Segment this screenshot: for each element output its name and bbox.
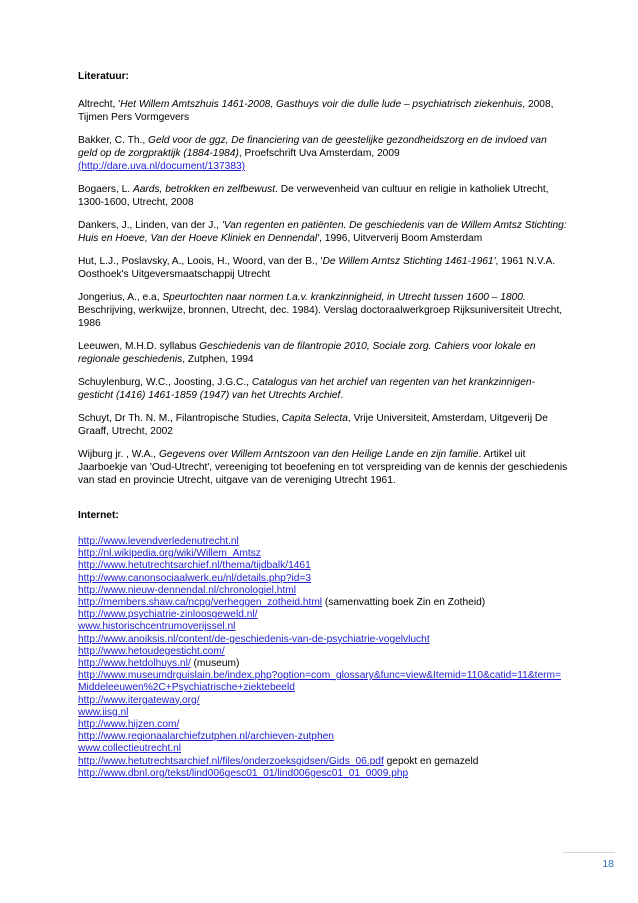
link-item [78, 597, 568, 609]
reference-title: Geld voor de ggz, De financiering van de geestelijke gezondheidszorg en de invloed van geld op de zorgpraktijk (1884-1984) [78, 135, 547, 159]
link-item [78, 743, 568, 755]
reference-text: , 2008, Tijmen Pers Vormgevers [78, 99, 554, 123]
reference-text: Altrecht, ' [78, 99, 121, 110]
web-link[interactable]: http://www.itergateway.org/ [78, 694, 200, 706]
web-link[interactable]: http://www.canonsociaalwerk.eu/nl/details.php?id=3 [78, 572, 312, 584]
reference-text: . Artikel uit Jaarboekje van 'Oud-Utrecht', vereeniging tot beoefening en tot verspreiding van de kennis der geschiedenis van stad en provincie Utrecht, uitgave van de vereniging Utrecht 1961. [78, 449, 568, 486]
reference-entry [78, 291, 568, 330]
reference-link[interactable]: (http://dare.uva.nl/document/137383) [78, 161, 246, 172]
web-link[interactable]: www.collectieutrecht.nl [78, 743, 182, 755]
reference-text: Schuyt, Dr Th. N. M., Filantropische Studies, [78, 413, 282, 424]
reference-text: Dankers, J., Linden, van der J., [78, 220, 222, 231]
reference-title: Aards, betrokken en zelfbewust [132, 184, 276, 195]
web-link[interactable]: http://www.museumdrguislain.be/index.php?option=com_glossary&func=view&Itemid=110&catid=11&term=Middeleeuwen%2C+Psychiatrische+ziektebeeld [78, 670, 561, 694]
reference-text: , Proefschrift Uva Amsterdam, 2009 [238, 148, 400, 159]
reference-list [78, 98, 568, 487]
reference-text: Wijburg jr. , W.A., [78, 449, 159, 460]
web-link[interactable]: http://www.regionaalarchiefzutphen.nl/archieven-zutphen [78, 731, 334, 743]
link-item [78, 719, 568, 731]
reference-text: . [340, 390, 344, 401]
link-item [78, 585, 568, 597]
reference-text: Schuylenburg, W.C., Joosting, J.G.C., [78, 377, 252, 388]
link-item [78, 573, 568, 585]
reference-text: . De verwevenheid van cultuur en religie in katholiek Utrecht, 1300-1600, Utrecht, 2008 [78, 184, 549, 208]
web-link[interactable]: http://www.hetutrechtsarchief.nl/thema/tijdbalk/1461 [78, 560, 311, 572]
link-item [78, 621, 568, 633]
reference-title: Het Willem Amtszhuis 1461-2008, Gasthuys voir die dulle lude – psychiatrisch ziekenhuis [120, 99, 523, 110]
link-item [78, 548, 568, 560]
reference-text: Leeuwen, M.H.D. syllabus [78, 341, 200, 352]
reference-title: 'Van regenten en patiënten. De geschiedenis van de Willem Amtsz Stichting: Huis en Hoeve, Van der Hoeve Kliniek en Dennendal' [78, 220, 567, 244]
web-link[interactable]: http://www.hijzen.com/ [78, 719, 180, 731]
reference-text: , 1996, Uitververij Boom Amsterdam [319, 233, 483, 244]
web-link[interactable]: http://www.psychiatrie-zinloosgeweld.nl/ [78, 609, 258, 621]
reference-title: Gegevens over Willem Arntszoon van den Heilige Lande en zijn familie [158, 449, 479, 460]
reference-text: Hut, L.J., Poslavsky, A., Loois, H., Woord, van der B., ' [78, 256, 323, 267]
reference-text: Bogaers, L. [78, 184, 133, 195]
web-link[interactable]: http://www.levendverledenutrecht.nl [78, 536, 239, 547]
link-item [78, 695, 568, 707]
reference-entry [78, 255, 568, 281]
reference-entry [78, 412, 568, 438]
web-link[interactable]: http://www.anoiksis.nl/content/de-geschiedenis-van-de-psychiatrie-vogelvlucht [78, 633, 430, 645]
link-note: (samenvatting boek Zin en Zotheid) [322, 597, 486, 609]
reference-title: De Willem Arntsz Stichting 1461-1961' [322, 256, 496, 267]
reference-text: , Vrije Universiteit, Amsterdam, Uitgeverij De Graaff, Utrecht, 2002 [78, 413, 548, 437]
link-note: gepokt en gemazeld [383, 755, 479, 767]
link-list [78, 536, 568, 780]
reference-title: Catalogus van het archief van regenten van het krankzinnigen-gesticht (1416) 1461-1859 (1947) van het Utrechts Archief [78, 377, 535, 401]
link-item [78, 731, 568, 743]
web-link[interactable]: http://www.dbnl.org/tekst/lind006gesc01_01/lind006gesc01_01_0009.php [78, 767, 409, 779]
link-item [78, 560, 568, 572]
web-link[interactable]: http://www.hetoudegesticht.com/ [78, 645, 225, 657]
reference-text: Bakker, C. Th., [78, 135, 149, 146]
literature-heading: Literatuur: [78, 71, 129, 82]
link-item [78, 707, 568, 719]
web-link[interactable]: http://www.nieuw-dennendal.nl/chronologiel.html [78, 584, 297, 596]
link-item [78, 634, 568, 646]
link-item [78, 609, 568, 621]
reference-entry [78, 376, 568, 402]
reference-entry [78, 219, 568, 245]
page-number: 18 [602, 858, 614, 870]
reference-entry [78, 448, 568, 487]
footer-rule [563, 852, 615, 853]
reference-entry [78, 134, 568, 173]
link-note: (museum) [190, 658, 240, 670]
link-item [78, 756, 568, 768]
link-item [78, 536, 568, 548]
web-link[interactable]: www.iisg.nl [78, 706, 129, 718]
reference-text: , 1961 N.V.A. Oosthoek's Uitgeversmaatschappij Utrecht [78, 256, 556, 280]
content-area [78, 70, 568, 780]
reference-entry [78, 98, 568, 124]
reference-title: Geschiedenis van de filantropie 2010, Sociale zorg. Cahiers voor lokale en regionale geschiedenis [78, 341, 536, 365]
reference-title: Speurtochten naar normen t.a.v. krankzinnigheid, in Utrecht tussen 1600 – 1800. [162, 292, 526, 303]
web-link[interactable]: http://members.shaw.ca/ncpg/verheggen_zotheid.html [78, 597, 323, 609]
link-item [78, 670, 568, 694]
reference-entry [78, 340, 568, 366]
web-link[interactable]: http://www.hetutrechtsarchief.nl/files/onderzoeksgidsen/Gids_06.pdf [78, 755, 384, 767]
internet-heading: Internet: [78, 510, 119, 521]
web-link[interactable]: http://www.hetdolhuys.nl/ [78, 658, 191, 670]
web-link[interactable]: http://nl.wikipedia.org/wiki/Willem_Amtsz [78, 548, 261, 560]
link-item [78, 768, 568, 780]
link-item [78, 646, 568, 658]
link-item [78, 658, 568, 670]
reference-entry [78, 183, 568, 209]
reference-text: Beschrijving, werkwijze, bronnen, Utrecht, dec. 1984). Verslag doctoraalwerkgroep Rijksuniversiteit Utrecht, 1986 [78, 305, 563, 329]
reference-title: Capita Selecta [281, 413, 348, 424]
web-link[interactable]: www.historischcentrumoverijssel.nl [78, 621, 236, 633]
reference-text: , Zutphen, 1994 [182, 354, 254, 365]
reference-text: Jongerius, A., e.a, [78, 292, 163, 303]
